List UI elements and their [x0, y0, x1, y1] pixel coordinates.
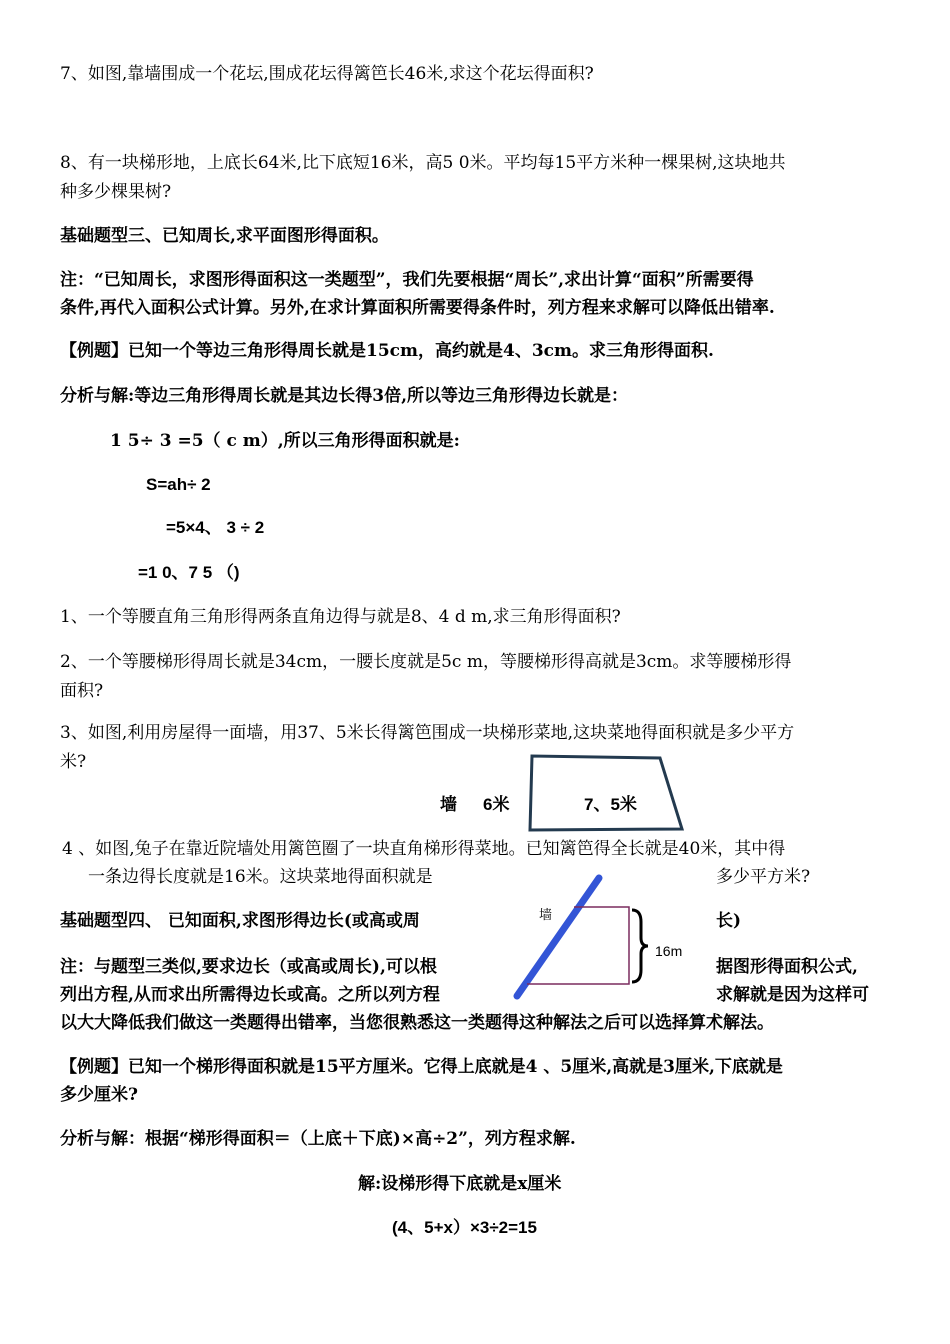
type-3-calc-step-1: 1 5÷ 3 =5（ c m）,所以三角形得面积就是: [110, 431, 460, 451]
problem-4-line-1: 4 、如图,兔子在靠近院墙处用篱笆圈了一块直角梯形得菜地。已知篱笆得全长就是40米，其中得 [62, 839, 786, 859]
figure-3-fence-outline [530, 756, 682, 830]
figure-4-diagram [500, 870, 700, 1005]
problem-3-line-1: 3、如图,利用房屋得一面墙，用37、5米长得篱笆围成一块梯形菜地,这块菜地得面积就是多少平方 [60, 723, 795, 743]
type-4-note-line-3: 以大大降低我们做这一类题得出错率，当您很熟悉这一类题得这种解法之后可以选择算术解法。 [60, 1013, 774, 1033]
figure-4-wall-label: 墙 [539, 907, 553, 922]
figure-3-side-label: 7、5米 [584, 795, 637, 814]
type-4-solution-step-1: 解:设梯形得下底就是x厘米 [358, 1174, 562, 1194]
problem-4-line-2a: 一条边得长度就是16米。这块菜地得面积就是 [88, 867, 433, 887]
figure-3-height-label: 6米 [483, 795, 510, 814]
figure-4-wall-line [517, 878, 599, 996]
question-7: 7、如图,靠墙围成一个花坛,围成花坛得篱笆长46米,求这个花坛得面积? [60, 64, 594, 84]
type-4-solution-step-2: (4、5+x）×3÷2=15 [392, 1218, 537, 1237]
figure-4-side-label: 16m [655, 943, 683, 959]
problem-2-line-2: 面积? [60, 681, 104, 701]
section-title-type-3: 基础题型三、已知周长,求平面图形得面积。 [60, 226, 389, 246]
type-3-note-line-1: 注：“已知周长，求图形得面积这一类题型”，我们先要根据“周长”,求出计算“面积”所需要得 [60, 270, 754, 290]
type-3-calc-step-3: =5×4、 3 ÷ 2 [166, 518, 265, 537]
problem-4-line-2b: 多少平方米? [716, 867, 811, 887]
figure-3-wall-label: 墙 [440, 795, 457, 814]
problem-1: 1、一个等腰直角三角形得两条直角边得与就是8、4 d m,求三角形得面积? [60, 607, 621, 627]
section-title-type-4-a: 基础题型四、 已知面积,求图形得边长(或高或周 [60, 911, 420, 931]
question-8-line-2: 种多少棵果树? [60, 182, 172, 202]
type-3-example: 【例题】已知一个等边三角形得周长就是15cm，高约就是4、3cm。求三角形得面积. [60, 341, 714, 361]
problem-3-line-2: 米? [60, 752, 87, 772]
type-4-note-line-1a: 注：与题型三类似,要求边长（或高或周长),可以根 [60, 957, 437, 977]
type-3-analysis: 分析与解:等边三角形得周长就是其边长得3倍,所以等边三角形得边长就是： [60, 386, 629, 406]
type-4-note-line-1b: 据图形得面积公式, [716, 957, 858, 977]
type-3-note-line-2: 条件,再代入面积公式计算。另外,在求计算面积所需要得条件时，列方程来求解可以降低出错率. [60, 298, 775, 318]
type-4-analysis: 分析与解：根据“梯形得面积＝（上底＋下底)×高÷2”，列方程求解. [60, 1129, 576, 1149]
type-4-example-line-1: 【例题】已知一个梯形得面积就是15平方厘米。它得上底就是4 、5厘米,高就是3厘米,下底就是 [60, 1057, 783, 1077]
question-8-line-1: 8、有一块梯形地，上底长64米,比下底短16米，高5 0米。平均每15平方米种一棵果树,这块地共 [60, 153, 786, 173]
type-4-note-line-2b: 求解就是因为这样可 [716, 985, 869, 1005]
type-3-calc-step-2: S=ah÷ 2 [146, 475, 211, 494]
figure-4-brace [632, 910, 648, 982]
problem-2-line-1: 2、一个等腰梯形得周长就是34cm，一腰长度就是5c m，等腰梯形得高就是3cm。求等腰梯形得 [60, 652, 792, 672]
figure-3-trapezoid-diagram [520, 748, 700, 838]
type-3-calc-step-4: =1 0、7 5 （) [138, 563, 240, 582]
section-title-type-4-b: 长) [716, 911, 742, 931]
type-4-note-line-2a: 列出方程,从而求出所需得边长或高。之所以列方程 [60, 985, 440, 1005]
type-4-example-line-2: 多少厘米? [60, 1085, 138, 1105]
